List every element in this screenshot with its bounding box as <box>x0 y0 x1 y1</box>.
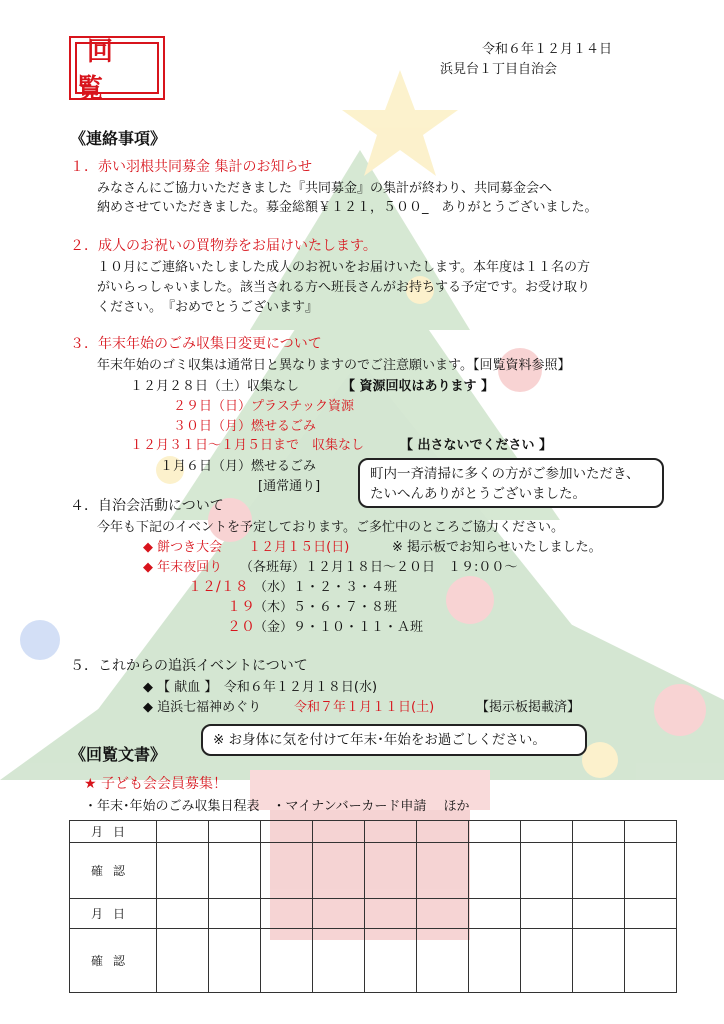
date-cell[interactable] <box>469 821 521 843</box>
item4-intro: 今年も下記のイベントを予定しております。ご多忙中のところご協力ください。 <box>97 520 564 535</box>
item2-line-2: がいらっしゃいました。該当される方へ班長さんがお持ちする予定です。お受け取り <box>97 280 590 295</box>
confirm-cell[interactable] <box>261 929 313 993</box>
confirm-cell[interactable] <box>625 843 677 899</box>
dec30-schedule: ３０日（月）燃せるごみ <box>173 419 317 434</box>
yomawari-date-20: ２０ <box>227 619 255 635</box>
shichifuku-event: ◆ 追浜七福神めぐり <box>143 700 262 715</box>
issue-date: 令和６年１２月１４日 <box>482 42 613 57</box>
dec31-schedule: １２月３１日～１月５日まで 収集なし <box>130 438 365 453</box>
jan6-note: [通常通り] <box>258 479 321 494</box>
item3-title: ３．年末年始のごみ収集日変更について <box>70 336 322 352</box>
table-row <box>70 899 677 929</box>
item3-intro: 年末年始のゴミ収集は通常日と異なりますのでご注意願います。【回覧資料参照】 <box>97 358 571 373</box>
date-cell[interactable] <box>521 899 573 929</box>
table-row <box>70 843 677 899</box>
yomawari-event: ◆ 年末夜回り <box>143 560 223 575</box>
item5-title: ５．これからの追浜イベントについて <box>70 658 308 674</box>
confirm-cell[interactable] <box>521 929 573 993</box>
item1-line-1: みなさんにご協力いただきました『共同募金』の集計が終わり、共同募金会へ <box>97 181 553 196</box>
confirm-cell[interactable] <box>521 843 573 899</box>
confirm-cell[interactable] <box>469 843 521 899</box>
table-row <box>70 821 677 843</box>
yomawari-date-18: １２/１８ <box>188 579 249 595</box>
item2-line-1: １０月にご連絡いたしました成人のお祝いをお届けいたします。本年度は１１名の方 <box>97 260 590 275</box>
date-cell[interactable] <box>573 821 625 843</box>
confirm-cell[interactable] <box>573 843 625 899</box>
yomawari-groups-20: （金）９・１０・１１・Ａ班 <box>254 620 424 635</box>
date-cell[interactable] <box>209 899 261 929</box>
date-cell[interactable] <box>209 821 261 843</box>
confirm-cell[interactable] <box>365 929 417 993</box>
cleanup-thanks-line-2: たいへんありがとうございました。 <box>370 486 586 502</box>
confirm-cell[interactable] <box>313 843 365 899</box>
kairan-stamp-text: 回覧 <box>75 42 159 94</box>
confirm-cell[interactable] <box>417 929 469 993</box>
confirm-cell[interactable] <box>157 843 209 899</box>
organization-name: 浜見台１丁目自治会 <box>440 62 558 77</box>
date-cell[interactable] <box>261 821 313 843</box>
dec28-note: 【 資源回収はあります 】 <box>342 379 495 394</box>
confirm-label: 確認 <box>70 843 157 899</box>
jan6-schedule: １月６日（月）燃せるごみ <box>160 459 317 474</box>
section-heading-kairan: 《回覧文書》 <box>70 745 167 764</box>
yomawari-schedule: （各班毎）１２月１８日～２０日 １９:００～ <box>240 560 518 575</box>
cleanup-thanks-callout <box>358 458 664 508</box>
date-cell[interactable] <box>417 821 469 843</box>
date-cell[interactable] <box>625 899 677 929</box>
item2-title: ２．成人のお祝いの買物券をお届けいたします。 <box>70 238 377 254</box>
table-row <box>70 929 677 993</box>
confirm-cell[interactable] <box>365 843 417 899</box>
confirm-cell[interactable] <box>209 929 261 993</box>
section-heading-renraku: 《連絡事項》 <box>70 129 167 148</box>
mochitsuki-note: ※ 掲示板でお知らせいたしました。 <box>392 540 602 555</box>
confirmation-table <box>69 820 677 993</box>
dec29-schedule: ２９日（日）プラスチック資源 <box>173 399 354 414</box>
confirm-cell[interactable] <box>209 843 261 899</box>
date-label: 月日 <box>70 899 157 929</box>
yomawari-date-19: １９ <box>227 599 255 615</box>
health-message-callout <box>201 724 587 756</box>
kairan-documents: ・年末･年始のごみ収集日程表 ・マイナンバーカード申請 ほか <box>84 799 470 814</box>
date-cell[interactable] <box>261 899 313 929</box>
shichifuku-note: 【掲示板掲載済】 <box>476 700 581 715</box>
item2-line-3: ください。 『おめでとうございます』 <box>97 300 319 315</box>
confirm-cell[interactable] <box>157 929 209 993</box>
date-cell[interactable] <box>625 821 677 843</box>
date-cell[interactable] <box>365 821 417 843</box>
confirm-cell[interactable] <box>417 843 469 899</box>
date-cell[interactable] <box>521 821 573 843</box>
confirm-cell[interactable] <box>261 843 313 899</box>
kairan-stamp <box>69 36 165 104</box>
confirm-label: 確認 <box>70 929 157 993</box>
date-label: 月日 <box>70 821 157 843</box>
date-cell[interactable] <box>157 899 209 929</box>
dec31-note: 【 出さないでください 】 <box>400 438 553 453</box>
date-cell[interactable] <box>157 821 209 843</box>
date-cell[interactable] <box>313 821 365 843</box>
health-message: ※ お身体に気を付けて年末･年始をお過ごしください。 <box>213 732 546 748</box>
kenketsu-event: ◆ 【 献血 】 令和６年１２月１８日(水) <box>143 680 378 695</box>
confirm-cell[interactable] <box>469 929 521 993</box>
date-cell[interactable] <box>573 899 625 929</box>
mochitsuki-event: ◆ 餅つき大会 １２月１５日(日) <box>143 540 350 555</box>
yomawari-groups-19: （木）５・６・７・８班 <box>254 600 398 615</box>
item4-title: ４．自治会活動について <box>70 498 224 514</box>
item1-line-2: 納めさせていただきました。募金総額￥１２１，５００_ ありがとうございました。 <box>97 200 598 215</box>
kodomokai-notice: ★ 子ども会会員募集！ <box>84 776 228 792</box>
confirm-cell[interactable] <box>313 929 365 993</box>
shichifuku-date: 令和７年１月１１日(土) <box>294 700 435 715</box>
date-cell[interactable] <box>469 899 521 929</box>
date-cell[interactable] <box>417 899 469 929</box>
confirm-cell[interactable] <box>573 929 625 993</box>
date-cell[interactable] <box>365 899 417 929</box>
dec28-schedule: １２月２８日（土）収集なし <box>130 379 300 394</box>
item1-title: １．赤い羽根共同募金 集計のお知らせ <box>70 159 313 175</box>
date-cell[interactable] <box>313 899 365 929</box>
yomawari-groups-18: （水）１・２・３・４班 <box>254 580 398 595</box>
confirm-cell[interactable] <box>625 929 677 993</box>
cleanup-thanks-line-1: 町内一斉清掃に多くの方がご参加いただき、 <box>370 466 640 482</box>
